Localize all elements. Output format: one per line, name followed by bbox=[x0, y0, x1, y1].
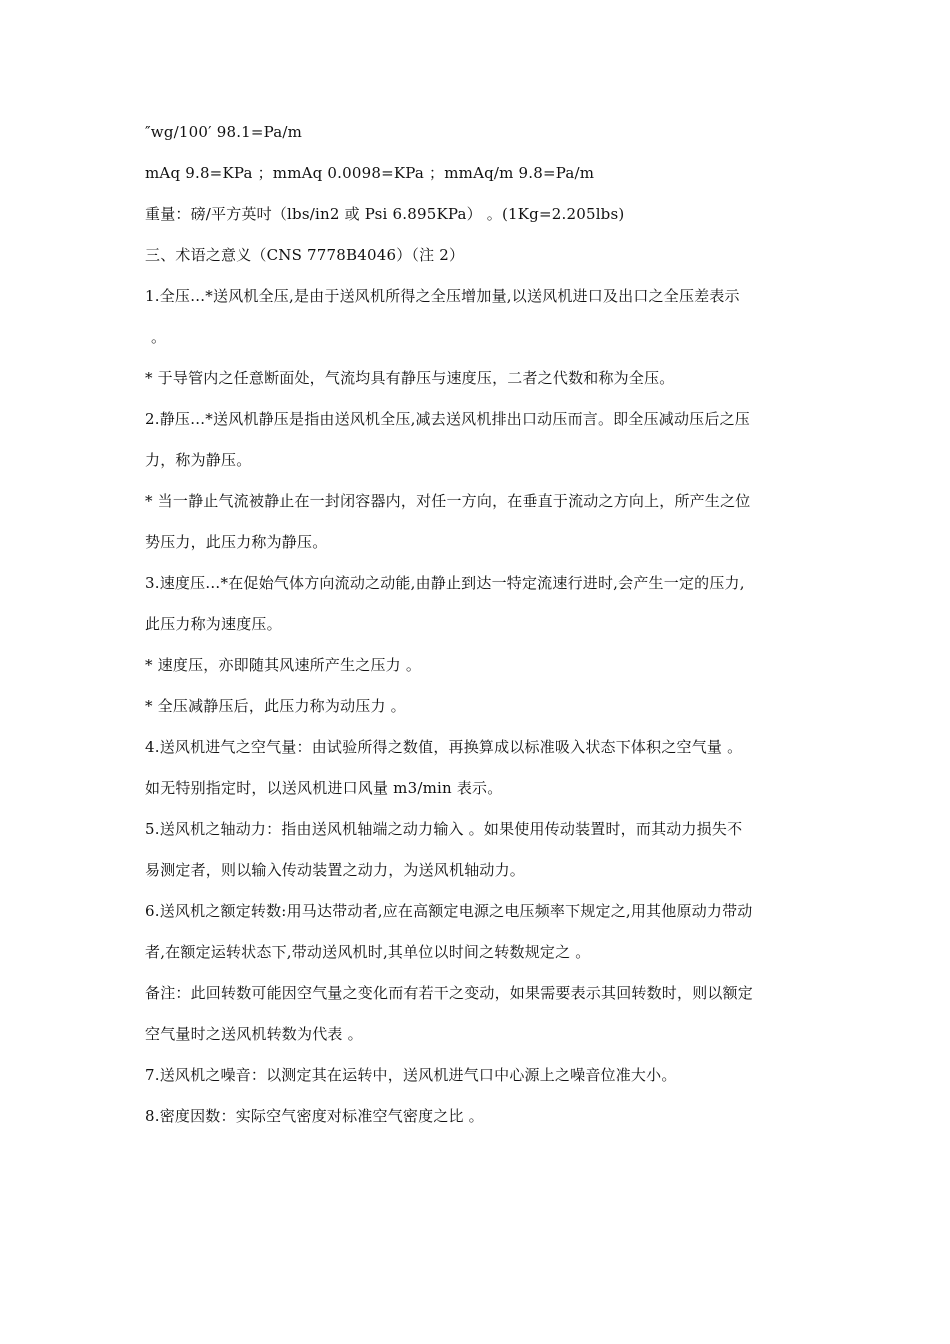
term-3-note-1: * 速度压，亦即随其风速所产生之压力 。 bbox=[145, 656, 422, 674]
term-2-note-line-1: * 当一静止气流被静止在一封闭容器内，对任一方向，在垂直于流动之方向上，所产生之位 bbox=[145, 492, 751, 510]
term-6-line-2: 者,在额定运转状态下,带动送风机时,其单位以时间之转数规定之 。 bbox=[145, 943, 591, 961]
term-2-note-line-2: 势压力，此压力称为静压。 bbox=[145, 533, 328, 551]
term-3-line-1: 3.速度压…*在促始气体方向流动之动能,由静止到达一特定流速行进时,会产生一定的压力, bbox=[145, 574, 745, 592]
unit-conversion-line-1: ″wg/100′ 98.1=Pa/m bbox=[145, 123, 303, 141]
unit-conversion-line-2: mAq 9.8=KPa ；mmAq 0.0098=KPa ；mmAq/m 9.8=Pa/m bbox=[145, 164, 595, 182]
term-7-line: 7.送风机之噪音：以测定其在运转中，送风机进气口中心源上之噪音位准大小。 bbox=[145, 1066, 677, 1084]
term-3-line-2: 此压力称为速度压。 bbox=[145, 615, 282, 633]
remark-line-1: 备注：此回转数可能因空气量之变化而有若干之变动，如果需要表示其回转数时，则以额定 bbox=[145, 984, 754, 1002]
term-5-line-2: 易测定者，则以输入传动装置之动力，为送风机轴动力。 bbox=[145, 861, 526, 879]
term-6-line-1: 6.送风机之额定转数:用马达带动者,应在高额定电源之电压频率下规定之,用其他原动力带动 bbox=[145, 902, 753, 920]
term-2-line-1: 2.静压…*送风机静压是指由送风机全压,减去送风机排出口动压而言。即全压减动压后之压 bbox=[145, 410, 750, 428]
term-8-line: 8.密度因数：实际空气密度对标准空气密度之比 。 bbox=[145, 1107, 484, 1125]
section-heading: 三、术语之意义（CNS 7778B4046）（注 2） bbox=[145, 246, 465, 264]
term-1-line-2: 。 bbox=[151, 328, 167, 346]
term-1-note: * 于导管内之任意断面处，气流均具有静压与速度压，二者之代数和称为全压。 bbox=[145, 369, 675, 387]
term-4-line-1: 4.送风机进气之空气量：由试验所得之数值，再换算成以标准吸入状态下体积之空气量 。 bbox=[145, 738, 743, 756]
term-5-line-1: 5.送风机之轴动力：指由送风机轴端之动力输入 。如果使用传动装置时，而其动力损失不 bbox=[145, 820, 743, 838]
term-1-line-1: 1.全压…*送风机全压,是由于送风机所得之全压增加量,以送风机进口及出口之全压差表示 bbox=[145, 287, 740, 305]
term-2-line-2: 力，称为静压。 bbox=[145, 451, 252, 469]
term-4-line-2: 如无特别指定时，以送风机进口风量 m3/min 表示。 bbox=[145, 779, 503, 797]
document-body bbox=[145, 122, 810, 1147]
term-3-note-2: * 全压减静压后，此压力称为动压力 。 bbox=[145, 697, 406, 715]
remark-line-2: 空气量时之送风机转数为代表 。 bbox=[145, 1025, 363, 1043]
unit-conversion-line-3: 重量：磅/平方英吋（lbs/in2 或 Psi 6.895KPa） 。(1Kg=2.205lbs) bbox=[145, 205, 625, 223]
